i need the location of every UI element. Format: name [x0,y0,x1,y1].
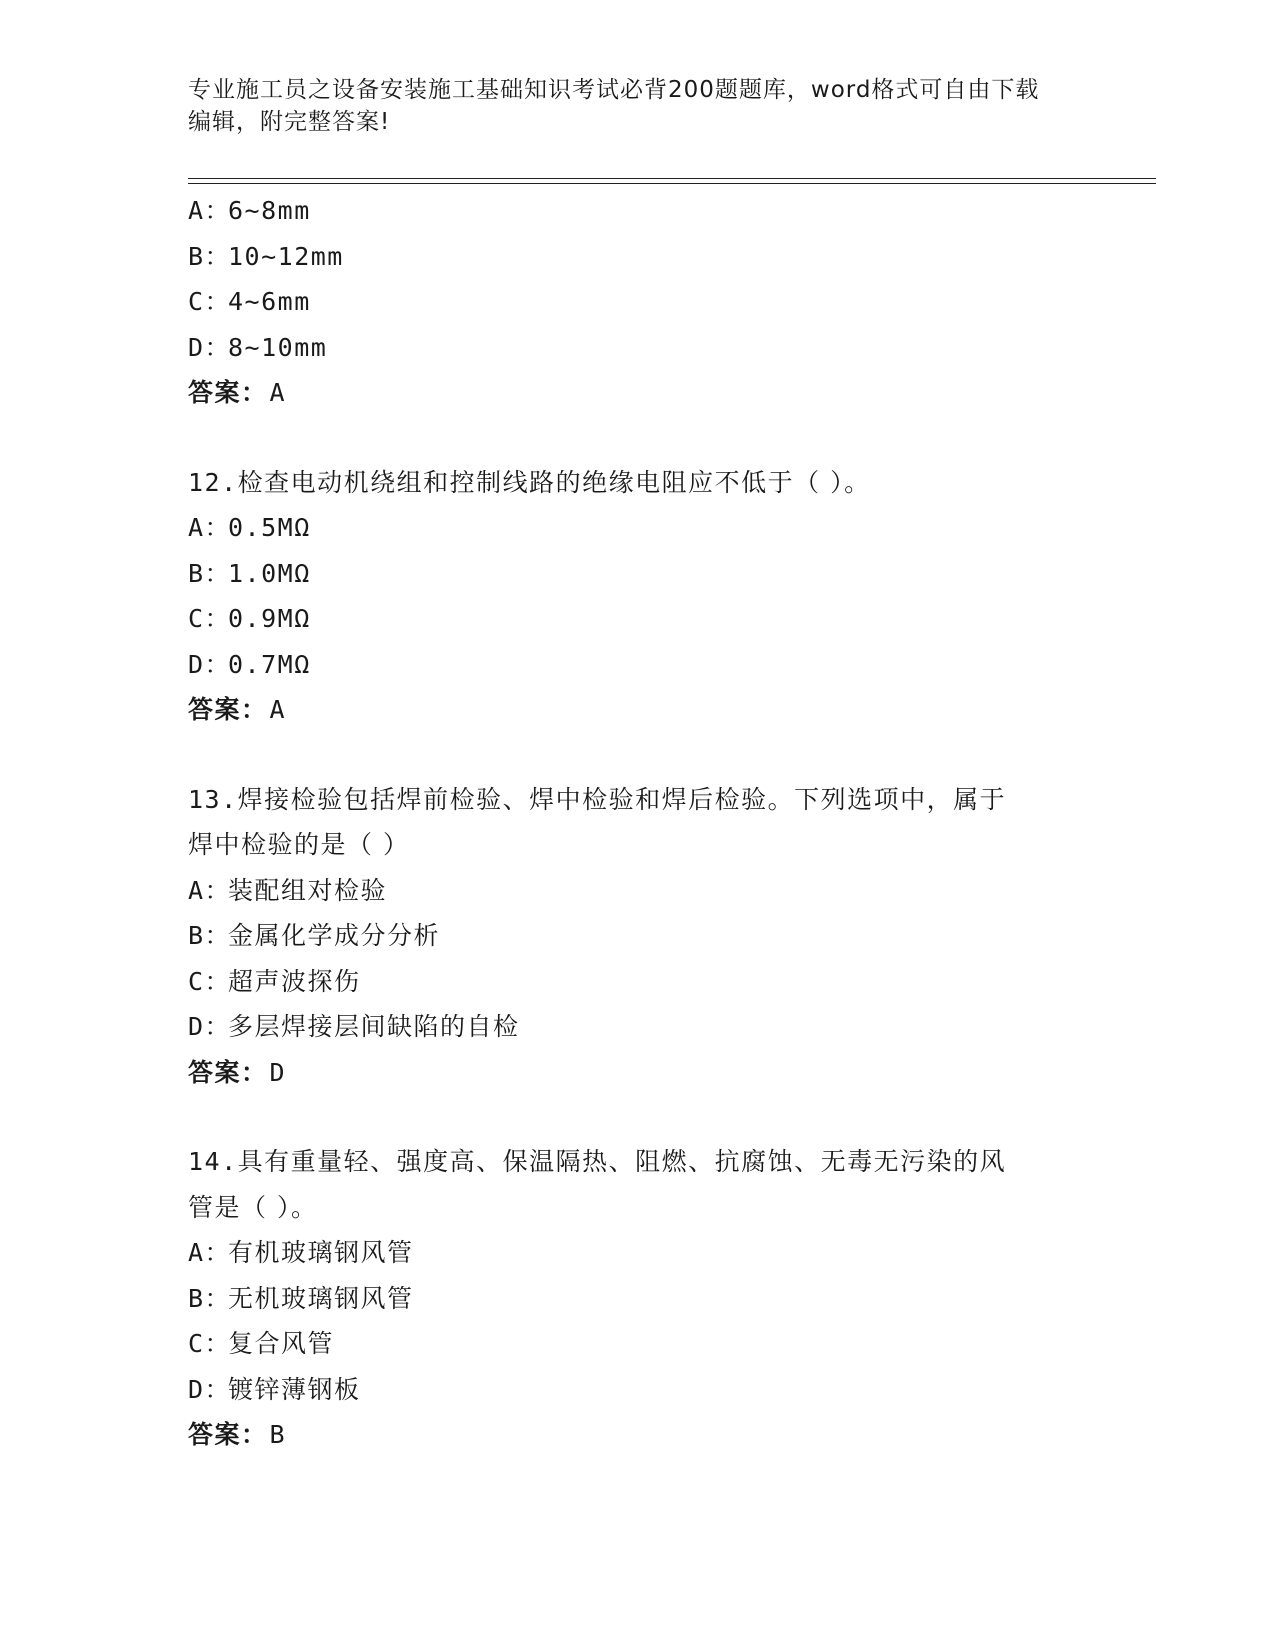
question-text-continued: 焊中检验的是（ ） [188,830,410,859]
answer-label: 答案： [188,378,268,407]
option-text: 0.9MΩ [228,604,311,633]
option-b [188,1276,1088,1322]
option-key: C： [188,287,232,316]
option-d [188,642,1088,688]
option-d [188,1367,1088,1413]
question-list [188,188,1088,1458]
option-b [188,234,1088,280]
answer-line [188,1412,1088,1458]
option-a [188,1230,1088,1276]
question-text [188,777,1088,823]
option-a [188,868,1088,914]
question-11-continued [188,188,1088,416]
option-text: 金属化学成分分析 [228,921,441,950]
option-text: 有机玻璃钢风管 [228,1238,414,1267]
option-key: A： [188,513,232,542]
answer-value: B [269,1420,287,1449]
question-line: 检查电动机绕组和控制线路的绝缘电阻应不低于（ ）。 [237,467,871,497]
option-d [188,1004,1088,1050]
option-b [188,913,1088,959]
option-key: B： [188,241,232,271]
answer-label: 答案： [188,1420,268,1449]
document-header [188,74,1088,138]
option-c [188,596,1088,642]
option-text: 超声波探伤 [228,966,361,996]
question-number: 14. [188,1147,238,1176]
answer-label: 答案： [188,695,268,724]
answer-line [188,687,1088,733]
header-title-line-2: 编辑，附完整答案! [188,109,391,135]
option-key: D： [188,1012,232,1041]
option-key: B： [188,1283,232,1313]
option-d [188,325,1088,371]
question-12 [188,460,1088,733]
question-line: 焊接检验包括焊前检验、焊中检验和焊后检验。下列选项中，属于 [237,784,1007,814]
option-text: 无机玻璃钢风管 [228,1283,414,1313]
option-key: C： [188,966,232,996]
option-key: A： [188,196,232,225]
option-text: 4~6mm [228,287,311,316]
option-text: 0.5MΩ [228,513,311,542]
option-text: 8~10mm [228,332,328,362]
answer-value: A [269,695,287,724]
question-text-continued: 管是（ ）。 [188,1192,318,1222]
option-key: C： [188,604,232,633]
question-text [188,1139,1088,1185]
option-key: A： [188,875,232,905]
answer-value: A [269,378,287,407]
option-text: 1.0MΩ [228,558,311,588]
answer-value: D [269,1057,287,1087]
question-13 [188,777,1088,1096]
option-text: 10~12mm [228,241,344,271]
option-a [188,188,1088,234]
option-text: 复合风管 [228,1329,335,1358]
question-line: 具有重量轻、强度高、保温隔热、阻燃、抗腐蚀、无毒无污染的风 [237,1147,1007,1176]
question-text [188,460,1088,506]
option-key: D： [188,1374,232,1404]
option-c [188,959,1088,1005]
answer-line [188,1050,1088,1096]
option-text: 镀锌薄钢板 [228,1374,361,1404]
question-number: 12. [188,467,238,497]
option-text: 装配组对检验 [228,875,388,905]
question-number: 13. [188,784,238,814]
option-text: 6~8mm [228,196,311,225]
option-text: 多层焊接层间缺陷的自检 [228,1012,520,1041]
question-14 [188,1139,1088,1458]
option-text: 0.7MΩ [228,649,311,679]
answer-line [188,370,1088,416]
option-c [188,279,1088,325]
option-key: A： [188,1238,232,1267]
option-b [188,551,1088,597]
option-key: D： [188,332,232,362]
option-key: B： [188,921,232,950]
header-double-rule [188,178,1156,184]
option-key: D： [188,649,232,679]
option-key: C： [188,1329,232,1358]
header-title-line-1: 专业施工员之设备安装施工基础知识考试必背200题题库，word格式可自由下载 [188,77,1040,103]
option-key: B： [188,558,232,588]
answer-label: 答案： [188,1057,268,1087]
option-a [188,505,1088,551]
option-c [188,1321,1088,1367]
